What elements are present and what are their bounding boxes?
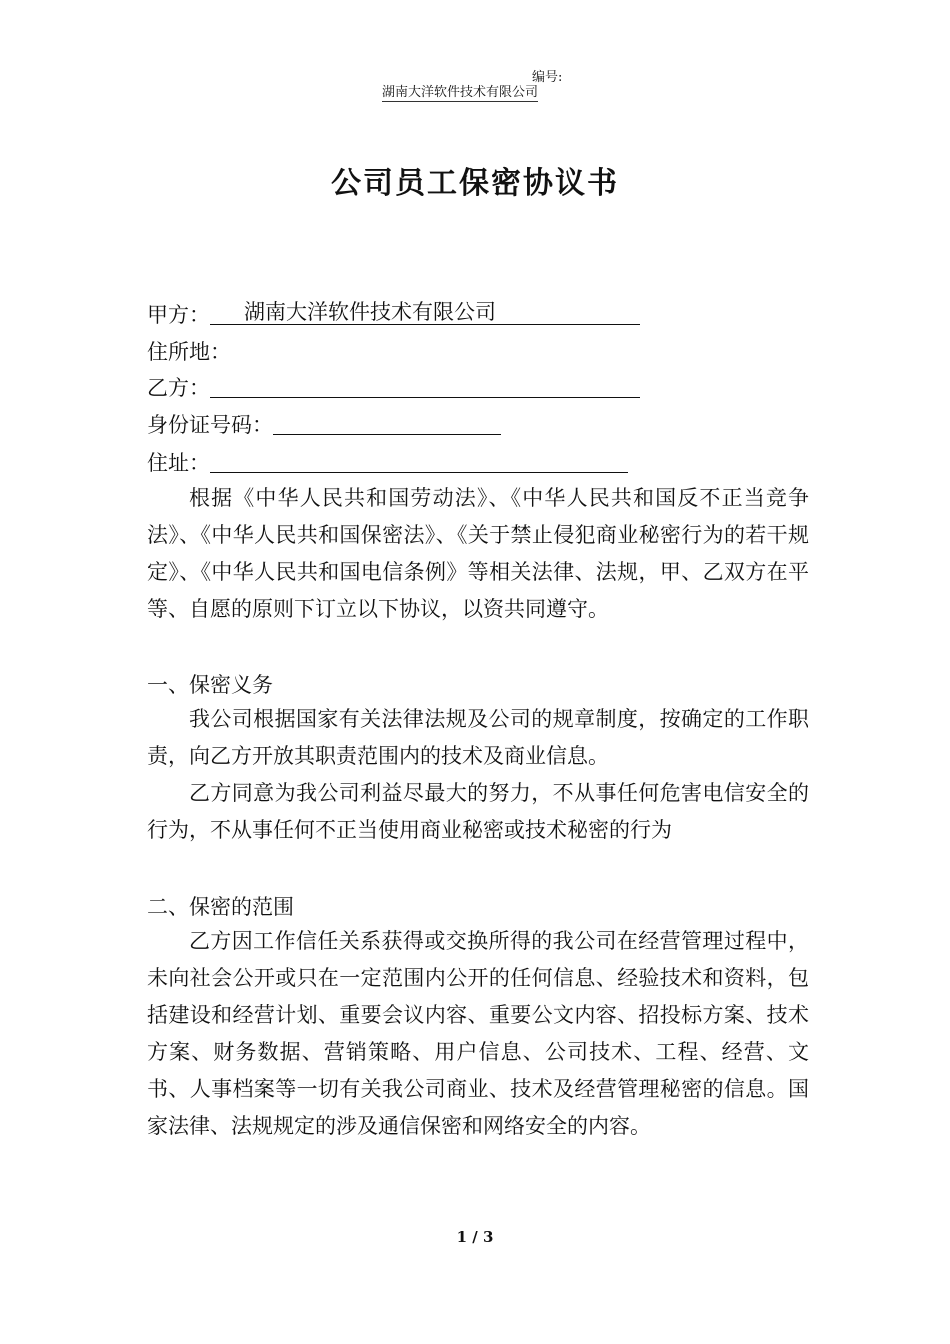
residence-row xyxy=(147,337,231,367)
section2-heading: 二、保密的范围 xyxy=(147,895,294,919)
page-number: 1 / 3 xyxy=(456,1228,494,1246)
party-b-label: 乙方： xyxy=(147,376,210,400)
address-blank-line xyxy=(210,448,628,473)
party-a-value: 湖南大洋软件技术有限公司 xyxy=(244,300,496,324)
section1-paragraph-2: 乙方同意为我公司利益尽最大的努力，不从事任何危害电信安全的行为，不从事任何不正当使用商业秘密或技术秘密的行为 xyxy=(147,781,809,842)
header-company-name: 湖南大洋软件技术有限公司 xyxy=(382,81,538,102)
section2-paragraph-1: 乙方因工作信任关系获得或交换所得的我公司在经营管理过程中，未向社会公开或只在一定范围内公开的任何信息、经验技术和资料，包括建设和经营计划、重要会议内容、重要公文内容、招投标方案、技术方案、财务数据、营销策略、用户信息、公司技术、工程、经营、文书、人事档案等一切有关我公司商业、技术及经营管理秘密的信息。国家法律、法规规定的涉及通信保密和网络安全的内容。 xyxy=(147,929,809,1138)
id-number-label: 身份证号码： xyxy=(147,413,273,437)
party-a-value-line xyxy=(210,300,640,325)
address-row xyxy=(147,448,628,478)
intro-paragraph xyxy=(147,480,809,628)
party-b-row xyxy=(147,373,640,403)
document-title: 公司员工保密协议书 xyxy=(331,166,619,201)
party-a-label: 甲方： xyxy=(147,303,210,327)
id-number-row xyxy=(147,410,501,440)
address-label: 住址： xyxy=(147,451,210,475)
party-a-row xyxy=(147,300,640,330)
intro-text: 根据《中华人民共和国劳动法》、《中华人民共和国反不正当竞争法》、《中华人民共和国保密法》、《关于禁止侵犯商业秘密行为的若干规定》、《中华人民共和国电信条例》等相关法律、法规，甲、乙双方在平等、自愿的原则下订立以下协议，以资共同遵守。 xyxy=(147,486,809,621)
id-number-blank-line xyxy=(273,410,501,435)
residence-label: 住所地： xyxy=(147,340,231,364)
section1-heading: 一、保密义务 xyxy=(147,673,273,697)
party-b-blank-line xyxy=(210,373,640,398)
document-number-label: 编号: xyxy=(532,70,563,85)
section1-paragraph-1: 我公司根据国家有关法律法规及公司的规章制度，按确定的工作职责，向乙方开放其职责范围内的技术及商业信息。 xyxy=(147,707,809,768)
section2-paragraphs xyxy=(147,923,809,1145)
section1-paragraphs xyxy=(147,701,809,849)
